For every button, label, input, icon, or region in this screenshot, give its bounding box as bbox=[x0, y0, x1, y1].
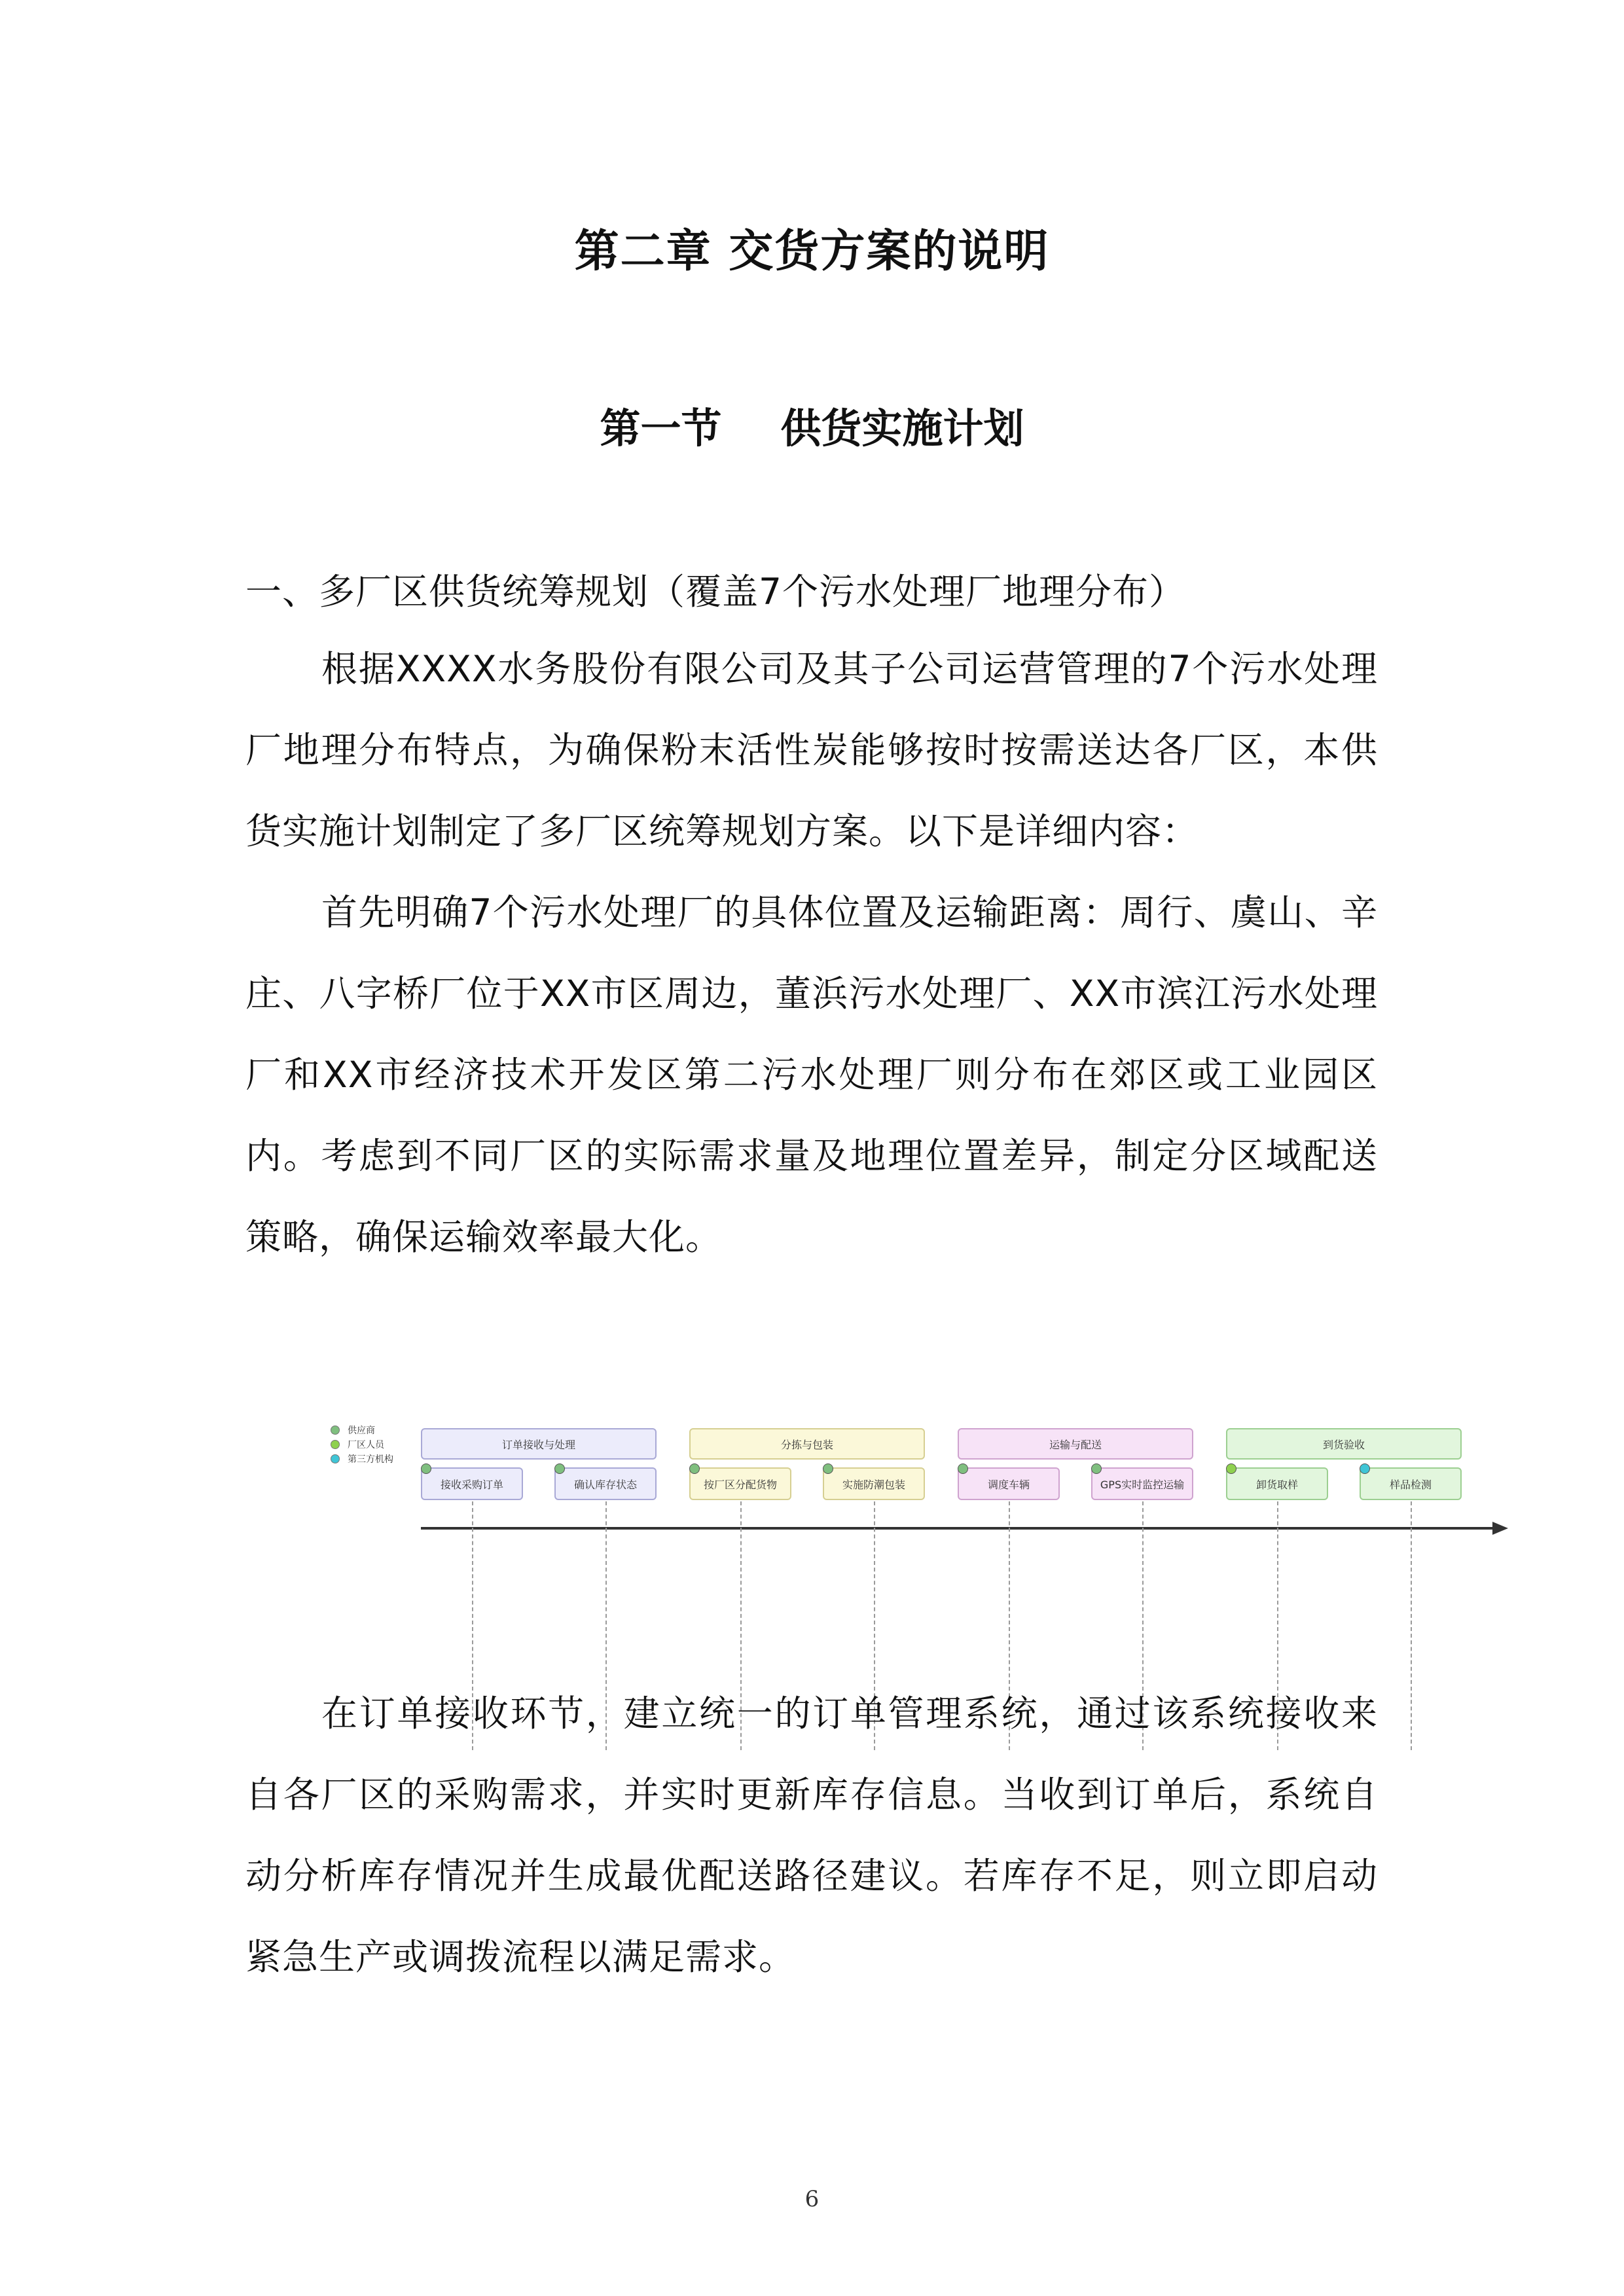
legend-label: 供应商 bbox=[348, 1426, 375, 1436]
task-box bbox=[421, 1467, 523, 1500]
heading-level-1: 一、多厂区供货统筹规划（覆盖7个污水处理厂地理分布） bbox=[245, 571, 1185, 613]
task-connector-line bbox=[1411, 1501, 1412, 1750]
task-box bbox=[1091, 1467, 1193, 1500]
task-label: 实施防潮包装 bbox=[842, 1478, 905, 1491]
delivery-process-timeline bbox=[324, 1414, 1509, 1662]
task-label: 接收采购订单 bbox=[440, 1478, 503, 1491]
paragraph-1: 根据XXXX水务股份有限公司及其子公司运营管理的7个污水处理厂地理分布特点，为确保粉末活性炭能够按时按需送达各厂区，本供货实施计划制定了多厂区统筹规划方案。以下是详细内容： bbox=[245, 648, 1378, 852]
task-box bbox=[958, 1467, 1060, 1500]
legend-dot-icon bbox=[331, 1440, 340, 1449]
legend-item bbox=[331, 1437, 393, 1452]
actor-dot-icon bbox=[689, 1463, 700, 1474]
phase-box: 运输与配送 bbox=[958, 1428, 1193, 1460]
section-number: 第一节 bbox=[600, 404, 722, 452]
timeline-axis bbox=[421, 1527, 1494, 1530]
page-number: 6 bbox=[804, 2186, 820, 2212]
task-label: 调度车辆 bbox=[987, 1478, 1030, 1491]
actor-dot-icon bbox=[1091, 1463, 1102, 1474]
task-box bbox=[1226, 1467, 1328, 1500]
paragraph-3: 在订单接收环节，建立统一的订单管理系统，通过该系统接收来自各厂区的采购需求，并实时更新库存信息。当收到订单后，系统自动分析库存情况并生成最优配送路径建议。若库存不足，则立即启动紧急生产或调拨流程以满足需求。 bbox=[245, 1693, 1378, 1978]
phase-box: 到货验收 bbox=[1226, 1428, 1462, 1460]
phase-box: 分拣与包装 bbox=[689, 1428, 925, 1460]
legend-label: 厂区人员 bbox=[348, 1440, 384, 1450]
chapter-title: 第二章 交货方案的说明 bbox=[574, 226, 1050, 278]
task-box bbox=[554, 1467, 657, 1500]
task-label: 卸货取样 bbox=[1255, 1478, 1298, 1491]
task-label: GPS实时监控运输 bbox=[1100, 1478, 1185, 1491]
legend-item bbox=[331, 1452, 393, 1466]
section-title: 供货实施计划 bbox=[780, 404, 1024, 452]
actor-dot-icon bbox=[1226, 1463, 1236, 1474]
task-label: 样品检测 bbox=[1389, 1478, 1432, 1491]
actor-dot-icon bbox=[421, 1463, 431, 1474]
actor-dot-icon bbox=[554, 1463, 565, 1474]
diagram-legend bbox=[331, 1423, 393, 1466]
actor-dot-icon bbox=[823, 1463, 833, 1474]
task-box bbox=[689, 1467, 791, 1500]
actor-dot-icon bbox=[1360, 1463, 1370, 1474]
legend-item bbox=[331, 1423, 393, 1437]
task-box bbox=[823, 1467, 925, 1500]
phase-box: 订单接收与处理 bbox=[421, 1428, 657, 1460]
section-heading bbox=[0, 396, 1624, 454]
legend-label: 第三方机构 bbox=[348, 1454, 393, 1465]
actor-dot-icon bbox=[958, 1463, 968, 1474]
arrow-right-icon bbox=[1492, 1522, 1508, 1535]
legend-dot-icon bbox=[331, 1426, 340, 1435]
paragraph-2: 首先明确7个污水处理厂的具体位置及运输距离：周行、虞山、辛庄、八字桥厂位于XX市区周边，董浜污水处理厂、XX市滨江污水处理厂和XX市经济技术开发区第二污水处理厂则分布在郊区或工业园区内。考虑到不同厂区的实际需求量及地理位置差异，制定分区域配送策略，确保运输效率最大化。 bbox=[245, 891, 1378, 1258]
task-label: 按厂区分配货物 bbox=[703, 1478, 777, 1491]
task-label: 确认库存状态 bbox=[573, 1478, 637, 1491]
task-box bbox=[1360, 1467, 1462, 1500]
legend-dot-icon bbox=[331, 1454, 340, 1463]
